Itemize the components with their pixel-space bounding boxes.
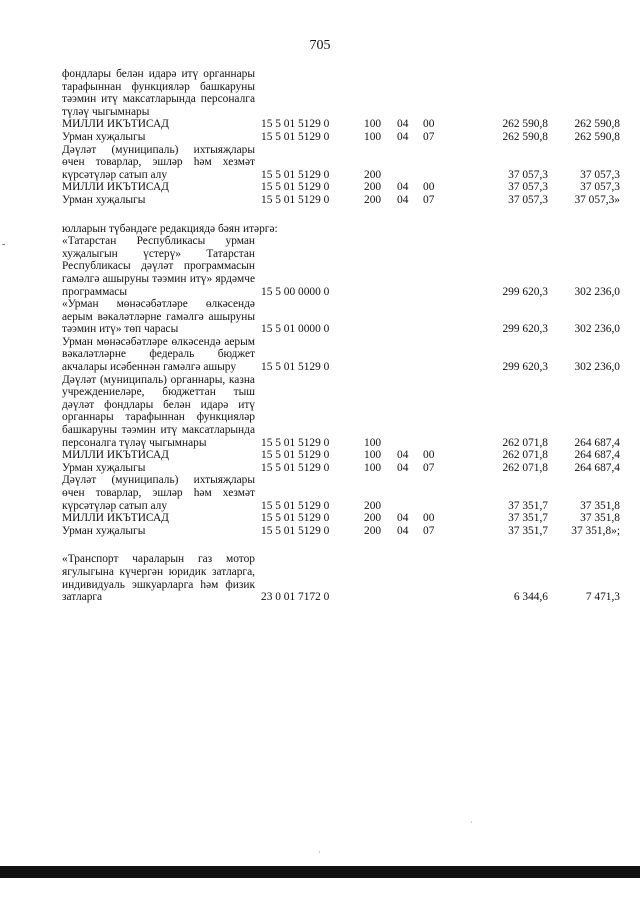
amount-year-2: 37 057,3 (580, 168, 620, 181)
table-row (62, 194, 622, 207)
scan-border-bar (0, 866, 640, 878)
target-code: 15 5 01 5129 0 (261, 524, 330, 537)
expense-type: 100 (364, 449, 382, 462)
amount-year-1: 37 351,7 (508, 512, 548, 525)
expense-type: 200 (364, 499, 382, 512)
table-row (62, 181, 622, 194)
row-name: Урман хуҗалыгы (62, 193, 146, 206)
table-row (62, 449, 622, 462)
expense-type: 100 (364, 130, 382, 143)
table-row (62, 144, 622, 182)
amount-year-2: 262 590,8 (574, 130, 620, 143)
row-name: «Транспорт чараларын газ мотор ягулыгына күчергән юридик затларга, индивидуаль эшкуарларга һәм физик затларга (62, 553, 255, 604)
target-code: 15 5 00 0000 0 (261, 285, 330, 298)
target-code: 15 5 01 5129 0 (261, 512, 330, 525)
amount-year-1: 262 590,8 (502, 118, 548, 131)
amount-year-1: 37 351,7 (508, 499, 548, 512)
subsection-code: 07 (423, 193, 435, 206)
row-name: Урман хуҗалыгы (62, 130, 146, 143)
target-code: 15 5 01 5129 0 (261, 168, 330, 181)
expense-type: 200 (364, 168, 382, 181)
amount-year-2: 7 471,3 (585, 591, 620, 604)
amount-year-2: 37 351,8 (580, 499, 620, 512)
row-name: МИЛЛИ ИКЪТИСАД (62, 449, 169, 462)
table-row (62, 336, 622, 374)
target-code: 15 5 01 0000 0 (261, 323, 330, 336)
target-code: 15 5 01 5129 0 (261, 449, 330, 462)
table-row (62, 474, 622, 512)
amount-year-2: 37 351,8 (580, 512, 620, 525)
row-name: Дәүләт (муниципаль) ихтыяҗлары өчен товарлар, эшләр һәм хезмәт күрсәтүләр сатып алу (62, 474, 255, 512)
subsection-code: 00 (423, 512, 435, 525)
expense-type: 200 (364, 193, 382, 206)
subsection-code: 00 (423, 118, 435, 131)
row-name: Урман мөнәсәбәтләре өлкәсендә аерым вәкаләтләрне федераль бюджет акчалары исәбеннән гамәлгә ашыру (62, 335, 255, 374)
expense-type: 100 (364, 461, 382, 474)
amount-year-1: 262 071,8 (502, 461, 548, 474)
amount-year-1: 299 620,3 (502, 323, 548, 336)
target-code: 15 5 01 5129 0 (261, 130, 330, 143)
subsection-code: 00 (423, 449, 435, 462)
row-name: Урман хуҗалыгы (62, 524, 146, 537)
amount-year-2: 262 590,8 (574, 118, 620, 131)
section-code: 04 (397, 449, 409, 462)
amount-year-1: 37 057,3 (508, 193, 548, 206)
amount-year-1: 37 351,7 (508, 524, 548, 537)
table-row (62, 235, 622, 298)
expense-type: 200 (364, 181, 382, 194)
expense-type: 200 (364, 524, 382, 537)
section-code: 04 (397, 130, 409, 143)
target-code: 23 0 01 7172 0 (261, 591, 330, 604)
table-block-1 (62, 68, 622, 207)
budget-table (62, 68, 622, 604)
table-row (62, 298, 622, 336)
table-block-2 (62, 235, 622, 537)
table-row (62, 131, 622, 144)
section-code: 04 (397, 193, 409, 206)
target-code: 15 5 01 5129 0 (261, 499, 330, 512)
scan-speck: · (318, 848, 321, 857)
heading-text: юлларын түбәндәге редакциядә бәян итәргә: (62, 222, 278, 235)
amount-year-1: 299 620,3 (502, 361, 548, 374)
amount-year-2: 37 057,3» (574, 193, 620, 206)
row-name: МИЛЛИ ИКЪТИСАД (62, 512, 169, 525)
row-name: МИЛЛИ ИКЪТИСАД (62, 118, 169, 131)
section-code: 04 (397, 181, 409, 194)
target-code: 15 5 01 5129 0 (261, 436, 330, 449)
section-code: 04 (397, 524, 409, 537)
amount-year-1: 37 057,3 (508, 181, 548, 194)
table-row (62, 118, 622, 131)
table-row (62, 553, 622, 603)
table-row (62, 512, 622, 525)
subsection-code: 00 (423, 181, 435, 194)
target-code: 15 5 01 5129 0 (261, 118, 330, 131)
amount-year-2: 264 687,4 (574, 449, 620, 462)
amount-year-2: 302 236,0 (574, 285, 620, 298)
amount-year-1: 262 071,8 (502, 436, 548, 449)
expense-type: 200 (364, 512, 382, 525)
table-block-3 (62, 553, 622, 603)
subsection-code: 07 (423, 130, 435, 143)
section-code: 04 (397, 118, 409, 131)
amount-year-2: 37 351,8»; (571, 524, 620, 537)
section-code: 04 (397, 512, 409, 525)
table-row (62, 68, 622, 118)
expense-type: 100 (364, 118, 382, 131)
section-code: 04 (397, 461, 409, 474)
amount-year-2: 264 687,4 (574, 461, 620, 474)
target-code: 15 5 01 5129 0 (261, 193, 330, 206)
amount-year-1: 262 071,8 (502, 449, 548, 462)
section-heading (62, 223, 622, 236)
table-row (62, 462, 622, 475)
amount-year-2: 37 057,3 (580, 181, 620, 194)
amount-year-2: 264 687,4 (574, 436, 620, 449)
target-code: 15 5 01 5129 0 (261, 181, 330, 194)
table-row (62, 374, 622, 450)
amount-year-1: 262 590,8 (502, 130, 548, 143)
scan-speck: · (470, 818, 473, 827)
margin-mark: - (2, 239, 6, 250)
row-name: Урман хуҗалыгы (62, 461, 146, 474)
amount-year-2: 302 236,0 (574, 323, 620, 336)
amount-year-2: 302 236,0 (574, 361, 620, 374)
amount-year-1: 6 344,6 (513, 591, 548, 604)
row-name: МИЛЛИ ИКЪТИСАД (62, 181, 169, 194)
row-name: фондлары белән идарә итү органнары тарафыннан функцияләр башкаруны тәэмин итү максатларында персоналга түләү чыгымнары (62, 68, 255, 118)
target-code: 15 5 01 5129 0 (261, 461, 330, 474)
page-number: 705 (309, 38, 331, 53)
amount-year-1: 299 620,3 (502, 285, 548, 298)
row-name: Дәүләт (муниципаль) ихтыяҗлары өчен товарлар, эшләр һәм хезмәт күрсәтүләр сатып алу (62, 143, 255, 181)
table-row (62, 525, 622, 538)
target-code: 15 5 01 5129 0 (261, 361, 330, 374)
expense-type: 100 (364, 436, 382, 449)
row-name: «Татарстан Республикасы урман хуҗалыгын үстерү» Татарстан Республикасы дәүләт программасын гамәлгә ашыруны тәэмин итү» ярдәмче программасы (62, 235, 255, 298)
row-name: «Урман мөнәсәбәтләре өлкәсендә аерым вәкаләтләрне гамәлгә ашыруны тәэмин итү» төп чарасы (62, 298, 255, 336)
subsection-code: 07 (423, 524, 435, 537)
amount-year-1: 37 057,3 (508, 168, 548, 181)
row-name: Дәүләт (муниципаль) органнары, казна учреждениеләре, бюджеттан тыш дәүләт фондлары белән идарә итү органнары тарафыннан функцияләр башкаруны тәэмин итү максатларында персоналга түләү чыгымнары (62, 373, 255, 449)
subsection-code: 07 (423, 461, 435, 474)
